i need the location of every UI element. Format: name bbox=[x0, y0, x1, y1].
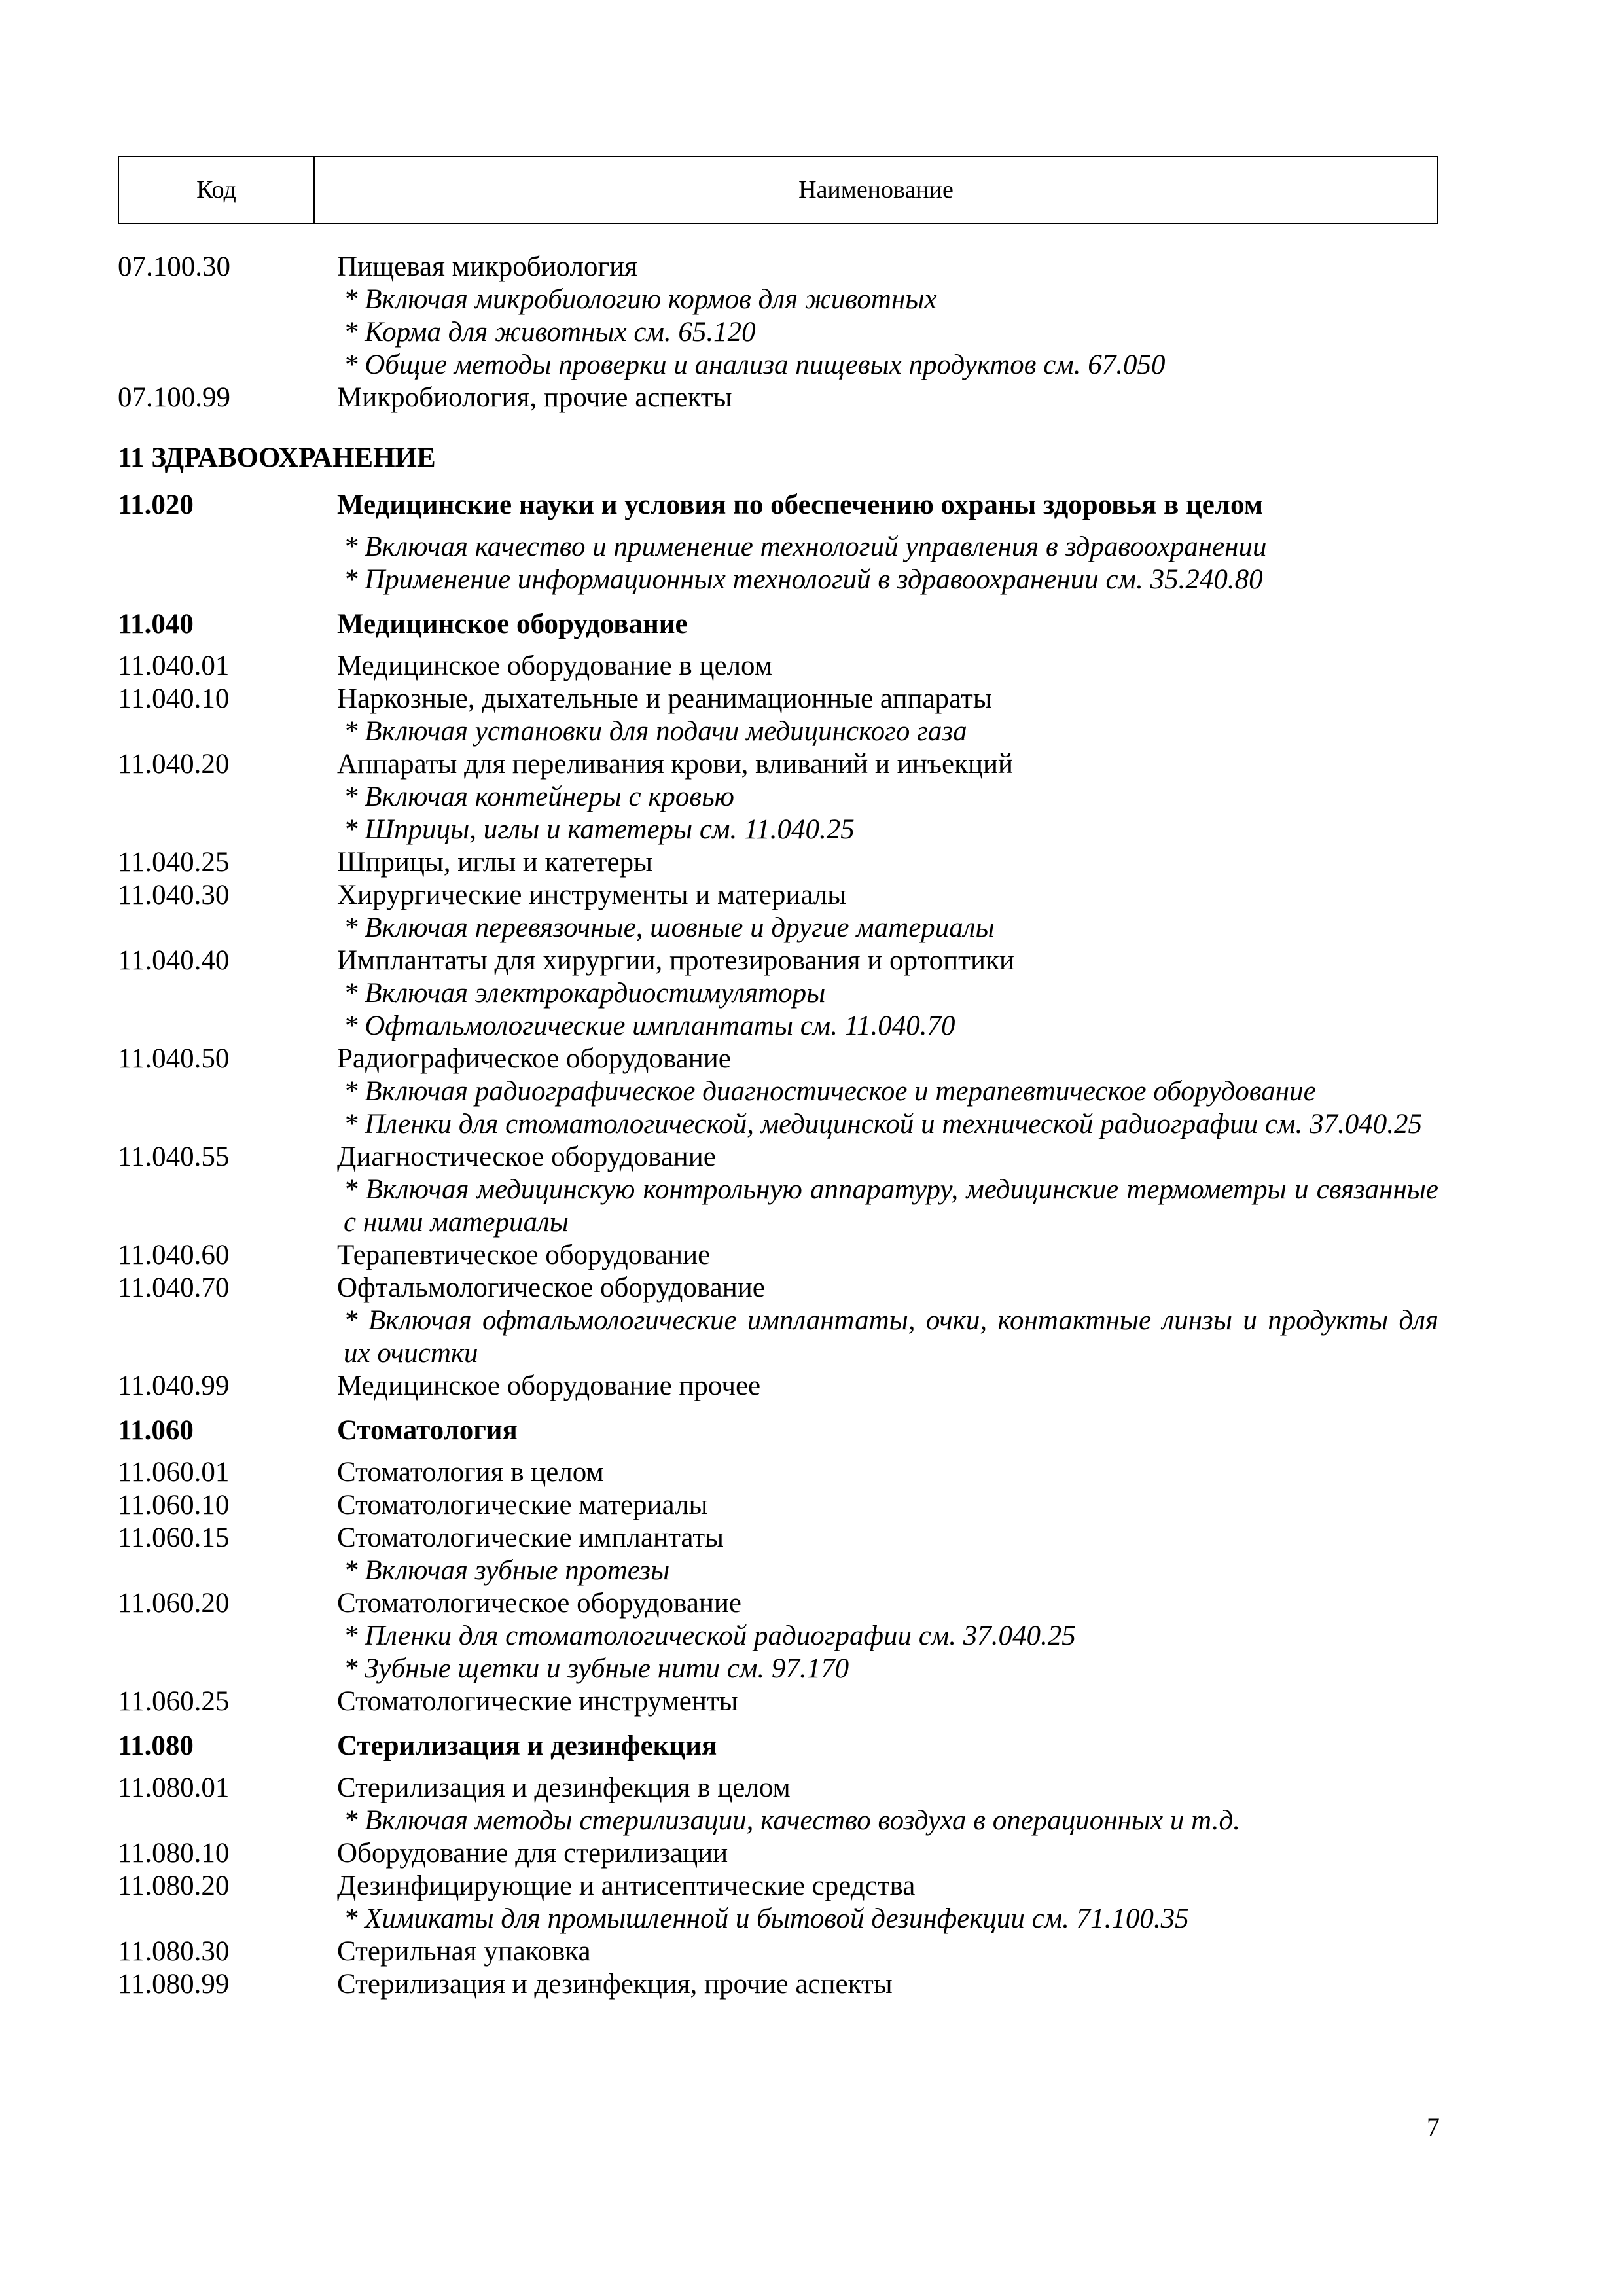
group-name: Медицинские науки и условия по обеспечению охраны здоровья в целом bbox=[337, 490, 1263, 520]
list-item bbox=[118, 1522, 1438, 1587]
item-body bbox=[337, 1772, 1438, 1837]
item-code: 11.060.15 bbox=[118, 1522, 230, 1553]
item-body bbox=[337, 1685, 1438, 1718]
group-heading bbox=[118, 1730, 1438, 1763]
item-body bbox=[337, 1587, 1438, 1685]
item-note: * Включая контейнеры с кровью bbox=[344, 781, 734, 812]
item-name: Стоматология в целом bbox=[337, 1457, 604, 1488]
item-note: * Включая радиографическое диагностическое и терапевтическое оборудование bbox=[344, 1076, 1316, 1107]
item-code: 11.080.99 bbox=[118, 1969, 230, 2000]
item-name: Дезинфицирующие и антисептические средства bbox=[337, 1871, 916, 1901]
item-body bbox=[337, 1968, 1438, 2001]
item-code: 11.040.60 bbox=[118, 1240, 230, 1270]
item-body bbox=[337, 846, 1438, 879]
item-body bbox=[337, 1370, 1438, 1403]
group-note: * Применение информационных технологий в здравоохранении см. 35.240.80 bbox=[344, 564, 1263, 595]
item-name: Хирургические инструменты и материалы bbox=[337, 880, 847, 910]
list-item bbox=[118, 1870, 1438, 1935]
item-note: * Офтальмологические имплантаты см. 11.040.70 bbox=[344, 1011, 955, 1041]
group-heading bbox=[118, 489, 1438, 522]
item-code: 11.060.10 bbox=[118, 1490, 230, 1520]
section-title: 11 ЗДРАВООХРАНЕНИЕ bbox=[118, 442, 436, 473]
group-code: 11.080 bbox=[118, 1731, 194, 1761]
group-code: 11.060 bbox=[118, 1415, 194, 1446]
item-body bbox=[337, 1239, 1438, 1272]
list-item bbox=[118, 944, 1438, 1043]
list-item bbox=[118, 683, 1438, 748]
list-item bbox=[118, 879, 1438, 944]
item-name: Микробиология, прочие аспекты bbox=[337, 382, 732, 413]
group-heading bbox=[118, 1414, 1438, 1447]
item-code: 11.040.01 bbox=[118, 651, 230, 681]
header-table bbox=[118, 156, 1438, 224]
item-name: Медицинское оборудование в целом bbox=[337, 651, 772, 681]
item-body bbox=[337, 1837, 1438, 1870]
group-note: * Включая качество и применение технологий управления в здравоохранении bbox=[344, 531, 1267, 562]
item-note: * Включая методы стерилизации, качество воздуха в операционных и т.д. bbox=[344, 1805, 1240, 1836]
item-note: * Включая офтальмологические имплантаты, очки, контактные линзы и продукты для их очистки bbox=[344, 1305, 1438, 1369]
list-item bbox=[118, 846, 1438, 879]
group-notes bbox=[118, 531, 1438, 596]
item-note: * Включая электрокардиостимуляторы bbox=[344, 978, 826, 1009]
item-note: * Включая микробиологию кормов для животных bbox=[344, 284, 937, 315]
group-notes-body bbox=[337, 531, 1438, 596]
list-item bbox=[118, 1935, 1438, 1968]
item-code: 11.080.20 bbox=[118, 1871, 230, 1901]
classification-list bbox=[118, 251, 1438, 2001]
item-name: Стоматологические инструменты bbox=[337, 1686, 738, 1717]
group-name: Стоматология bbox=[337, 1415, 518, 1446]
item-code: 11.040.55 bbox=[118, 1141, 230, 1172]
item-name: Стерильная упаковка bbox=[337, 1936, 591, 1967]
item-code: 11.040.70 bbox=[118, 1272, 230, 1303]
item-note: * Включая зубные протезы bbox=[344, 1555, 670, 1586]
list-item bbox=[118, 650, 1438, 683]
item-code: 11.040.50 bbox=[118, 1043, 230, 1074]
item-body bbox=[337, 1043, 1438, 1141]
list-item bbox=[118, 382, 1438, 414]
item-code: 11.060.01 bbox=[118, 1457, 230, 1488]
item-name: Стоматологические материалы bbox=[337, 1490, 708, 1520]
item-note: * Зубные щетки и зубные нити см. 97.170 bbox=[344, 1653, 849, 1684]
item-note: * Корма для животных см. 65.120 bbox=[344, 317, 756, 348]
item-body bbox=[337, 1456, 1438, 1489]
item-name: Пищевая микробиология bbox=[337, 251, 637, 282]
page-number: 7 bbox=[1427, 2112, 1440, 2142]
list-item bbox=[118, 748, 1438, 846]
item-note: * Пленки для стоматологической, медицинской и технической радиографии см. 37.040.25 bbox=[344, 1109, 1422, 1139]
item-code: 11.080.01 bbox=[118, 1772, 230, 1803]
item-code: 11.040.30 bbox=[118, 880, 230, 910]
header-name: Наименование bbox=[798, 176, 954, 204]
item-code: 11.060.25 bbox=[118, 1686, 230, 1717]
list-item bbox=[118, 1968, 1438, 2001]
item-code: 11.080.10 bbox=[118, 1838, 230, 1869]
item-code: 11.060.20 bbox=[118, 1588, 230, 1619]
list-item bbox=[118, 1489, 1438, 1522]
item-body bbox=[337, 382, 1438, 414]
item-name: Стоматологическое оборудование bbox=[337, 1588, 742, 1619]
item-code: 11.040.25 bbox=[118, 847, 230, 878]
group-heading bbox=[118, 608, 1438, 641]
item-body bbox=[337, 944, 1438, 1043]
list-item bbox=[118, 1272, 1438, 1370]
item-body bbox=[337, 1870, 1438, 1935]
item-note: * Пленки для стоматологической радиографии см. 37.040.25 bbox=[344, 1621, 1076, 1651]
item-body bbox=[337, 1141, 1438, 1239]
item-note: * Включая установки для подачи медицинского газа bbox=[344, 716, 967, 747]
list-item bbox=[118, 1587, 1438, 1685]
item-note: * Включая медицинскую контрольную аппаратуру, медицинские термометры и связанные с ними материалы bbox=[344, 1174, 1438, 1238]
item-name: Медицинское оборудование прочее bbox=[337, 1371, 761, 1401]
item-body bbox=[337, 1272, 1438, 1370]
item-body bbox=[337, 1935, 1438, 1968]
item-body bbox=[337, 251, 1438, 382]
item-body bbox=[337, 683, 1438, 748]
item-name: Стерилизация и дезинфекция, прочие аспекты bbox=[337, 1969, 893, 2000]
group-code: 11.040 bbox=[118, 609, 194, 639]
list-item bbox=[118, 251, 1438, 382]
item-body bbox=[337, 650, 1438, 683]
item-code: 11.040.20 bbox=[118, 749, 230, 780]
list-item bbox=[118, 1456, 1438, 1489]
list-item bbox=[118, 1370, 1438, 1403]
list-item bbox=[118, 1141, 1438, 1239]
item-name: Имплантаты для хирургии, протезирования и ортоптики bbox=[337, 945, 1014, 976]
item-code: 11.040.99 bbox=[118, 1371, 230, 1401]
item-code: 07.100.99 bbox=[118, 382, 230, 413]
item-name: Диагностическое оборудование bbox=[337, 1141, 716, 1172]
item-name: Стерилизация и дезинфекция в целом bbox=[337, 1772, 791, 1803]
group-code: 11.020 bbox=[118, 490, 194, 520]
list-item bbox=[118, 1043, 1438, 1141]
item-note: * Шприцы, иглы и катетеры см. 11.040.25 bbox=[344, 814, 855, 845]
item-note: * Общие методы проверки и анализа пищевых продуктов см. 67.050 bbox=[344, 350, 1166, 380]
item-name: Стоматологические имплантаты bbox=[337, 1522, 724, 1553]
header-code: Код bbox=[119, 157, 315, 223]
list-item bbox=[118, 1772, 1438, 1837]
item-note: * Включая перевязочные, шовные и другие материалы bbox=[344, 912, 995, 943]
item-code: 07.100.30 bbox=[118, 251, 230, 282]
item-name: Оборудование для стерилизации bbox=[337, 1838, 728, 1869]
list-item bbox=[118, 1239, 1438, 1272]
item-name: Офтальмологическое оборудование bbox=[337, 1272, 765, 1303]
group-name: Медицинское оборудование bbox=[337, 609, 688, 639]
item-body bbox=[337, 748, 1438, 846]
item-name: Наркозные, дыхательные и реанимационные аппараты bbox=[337, 683, 992, 714]
group-name: Стерилизация и дезинфекция bbox=[337, 1731, 717, 1761]
item-code: 11.040.40 bbox=[118, 945, 230, 976]
item-body bbox=[337, 1522, 1438, 1587]
item-name: Аппараты для переливания крови, вливаний и инъекций bbox=[337, 749, 1014, 780]
list-item bbox=[118, 1685, 1438, 1718]
item-note: * Химикаты для промышленной и бытовой дезинфекции см. 71.100.35 bbox=[344, 1903, 1189, 1934]
item-body bbox=[337, 1489, 1438, 1522]
item-code: 11.080.30 bbox=[118, 1936, 230, 1967]
group-notes-spacer bbox=[118, 531, 337, 596]
item-name: Терапевтическое оборудование bbox=[337, 1240, 711, 1270]
item-name: Шприцы, иглы и катетеры bbox=[337, 847, 652, 878]
item-body bbox=[337, 879, 1438, 944]
list-item bbox=[118, 1837, 1438, 1870]
item-code: 11.040.10 bbox=[118, 683, 230, 714]
item-name: Радиографическое оборудование bbox=[337, 1043, 731, 1074]
